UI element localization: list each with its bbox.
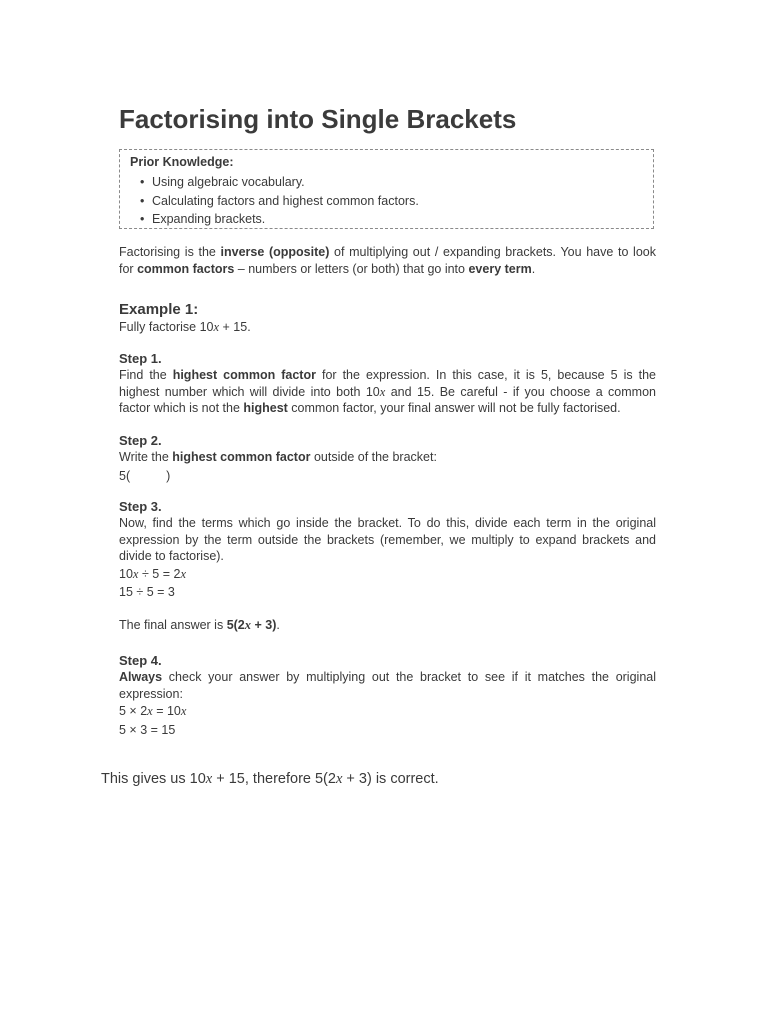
step-heading: Step 2.	[119, 433, 162, 448]
calculation-line: 10x ÷ 5 = 2x	[119, 566, 186, 581]
step-3-text: Now, find the terms which go inside the bracket. To do this, divide each term in the original expression by the term outside the brackets (remember, we multiply to expand brackets and divide to factorise).	[119, 516, 656, 563]
page-title: Factorising into Single Brackets	[119, 104, 517, 134]
prior-knowledge-item: • Expanding brackets.	[140, 210, 643, 229]
step-2-text: Write the highest common factor outside of the bracket:	[119, 450, 437, 464]
conclusion-text: This gives us 10x + 15, therefore 5(2x + 3) is correct.	[101, 771, 439, 787]
intro-bold: every term	[468, 261, 532, 276]
prior-knowledge-list	[130, 173, 643, 229]
intro-bold: inverse (opposite)	[220, 245, 330, 259]
calculation-line: 15 ÷ 5 = 3	[119, 585, 175, 599]
example-task: Fully factorise 10x + 15.	[119, 320, 251, 334]
step-3-section	[119, 498, 656, 633]
step-4-section	[119, 652, 656, 738]
prior-knowledge-heading: Prior Knowledge:	[130, 155, 234, 169]
intro-text: – numbers or letters (or both) that go into	[234, 261, 469, 276]
intro-text: .	[531, 261, 536, 276]
intro-text: of multiplying out / expanding brackets. You have to look for	[119, 245, 656, 276]
step-2-section	[119, 432, 656, 484]
prior-knowledge-box	[119, 149, 654, 229]
step-heading: Step 1.	[119, 351, 162, 366]
calculation-line: 5 × 3 = 15	[119, 722, 176, 737]
step-heading: Step 4.	[119, 653, 162, 668]
empty-bracket: 5( )	[119, 468, 171, 483]
prior-knowledge-item: • Using algebraic vocabulary.	[140, 173, 643, 192]
final-answer-line: The final answer is 5(2x + 3).	[119, 617, 280, 632]
step-4-text: Always check your answer by multiplying out the bracket to see if it matches the original expression:	[119, 670, 656, 701]
step-1-section	[119, 350, 656, 417]
prior-knowledge-item: • Calculating factors and highest common factors.	[140, 192, 643, 211]
step-1-text: Find the highest common factor for the expression. In this case, it is 5, because 5 is the highest number which will divide into both 10x and 15. Be careful - if you choose a common factor which is not the highest common factor, your final answer will not be fully factorised.	[119, 368, 656, 415]
example-1-section	[119, 300, 656, 336]
intro-paragraph	[119, 244, 656, 277]
example-heading: Example 1:	[119, 301, 199, 318]
step-heading: Step 3.	[119, 499, 162, 514]
intro-text: Factorising is the	[119, 245, 221, 259]
intro-bold: common factors	[137, 261, 235, 276]
calculation-line: 5 × 2x = 10x	[119, 704, 187, 718]
